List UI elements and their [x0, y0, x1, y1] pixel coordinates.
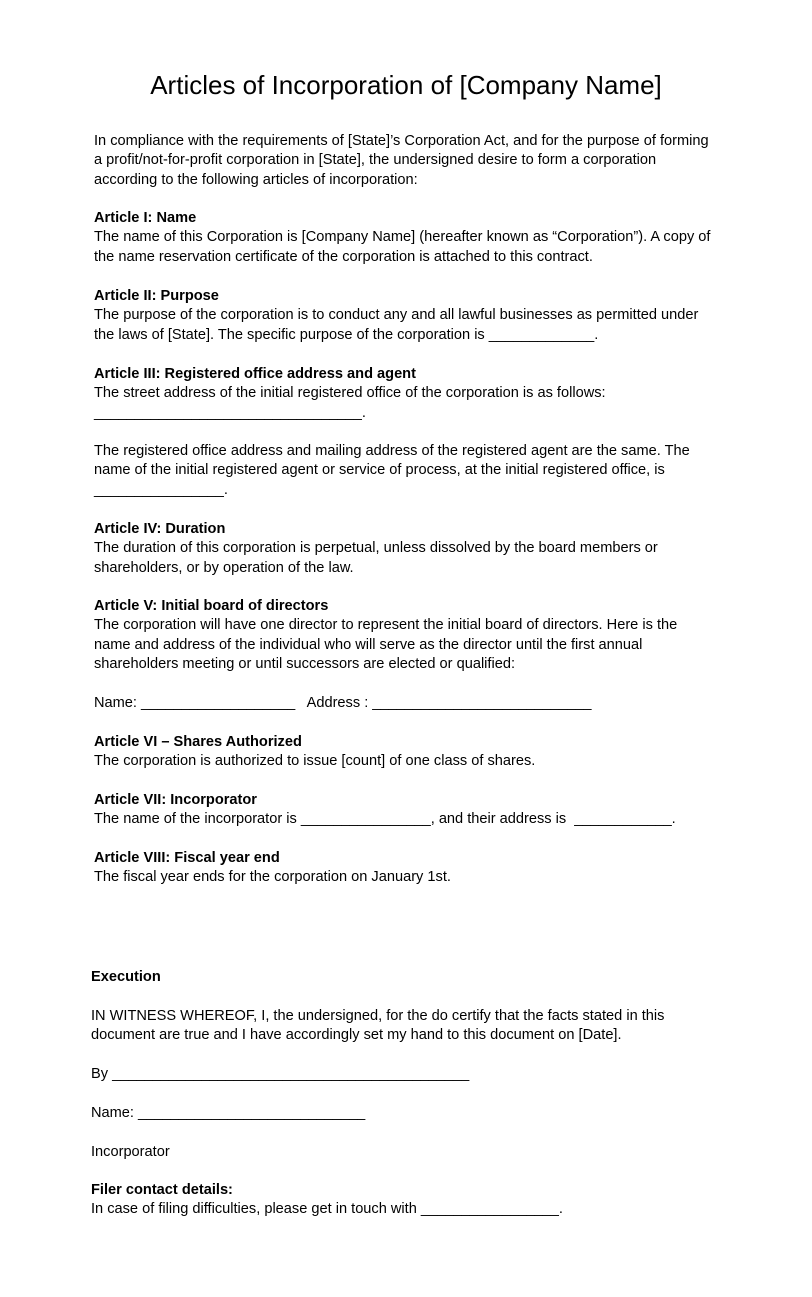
- article-8-heading: Article VIII: Fiscal year end: [94, 850, 280, 866]
- article-2-section: [94, 287, 734, 345]
- intro-paragraph: In compliance with the requirements of [State]’s Corporation Act, and for the purpose of forming a profit/not-for-profit corporation in [State], the undersigned desire to form a corporation according to the following articles of incorporation:: [94, 133, 709, 188]
- article-8-section: [94, 849, 734, 888]
- director-fields-line: Name: ___________________ Address : ___________________________: [94, 695, 592, 711]
- article-3-body: The street address of the initial registered office of the corporation is as follows: _________________________________.: [94, 385, 606, 421]
- article-4-body: The duration of this corporation is perpetual, unless dissolved by the board members or shareholders, or by operation of the law.: [94, 540, 658, 576]
- execution-heading: Execution: [91, 969, 161, 985]
- incorporator-role-label: Incorporator: [91, 1144, 170, 1160]
- article-1-heading: Article I: Name: [94, 210, 197, 226]
- article-2-heading: Article II: Purpose: [94, 288, 219, 304]
- page-title: Articles of Incorporation of [Company Name]: [150, 70, 662, 100]
- article-3-heading: Article III: Registered office address and agent: [94, 366, 416, 382]
- signature-name-line: Name: ____________________________: [91, 1105, 366, 1121]
- article-6-body: The corporation is authorized to issue [count] of one class of shares.: [94, 753, 536, 770]
- article-6-heading: Article VI – Shares Authorized: [94, 734, 302, 750]
- article-4-section: [94, 520, 734, 578]
- director-fields-section: [94, 694, 734, 713]
- article-8-body: The fiscal year ends for the corporation on January 1st.: [94, 869, 451, 886]
- article-4-heading: Article IV: Duration: [94, 521, 226, 537]
- article-5-body: The corporation will have one director to represent the initial board of directors. Here is the name and address of the individual who will serve as the director until the first annual shareholders meeting or until successors are elected or qualified:: [94, 617, 678, 673]
- article-3-section: [94, 365, 734, 423]
- article-7-heading: Article VII: Incorporator: [94, 792, 257, 808]
- article-1-body: The name of this Corporation is [Company Name] (hereafter known as “Corporation”). A copy of the name reservation certificate of the corporation is attached to this contract.: [94, 229, 711, 265]
- execution-witness-text: IN WITNESS WHEREOF, I, the undersigned, for the do certify that the facts stated in this document are true and I have accordingly set my hand to this document on [Date].: [91, 1008, 665, 1044]
- article-1-section: [94, 209, 734, 267]
- article-3-agent-section: [94, 442, 734, 500]
- filer-contact-heading: Filer contact details:: [91, 1182, 233, 1198]
- signature-by-line: By ____________________________________________: [91, 1066, 470, 1082]
- article-5-section: [94, 597, 734, 675]
- article-3-agent-body: The registered office address and mailing address of the registered agent are the same. The name of the initial registered agent or service of process, at the initial registered office, is ________________.: [94, 443, 690, 498]
- article-6-section: [94, 733, 734, 772]
- article-5-heading: Article V: Initial board of directors: [94, 598, 329, 614]
- article-7-section: [94, 791, 734, 830]
- filer-contact-body: In case of filing difficulties, please get in touch with _________________.: [91, 1201, 563, 1217]
- article-2-body: The purpose of the corporation is to conduct any and all lawful businesses as permitted under the laws of [State]. The specific purpose of the corporation is _____________.: [94, 307, 699, 343]
- article-7-body: The name of the incorporator is ________________, and their address is ____________.: [94, 811, 676, 828]
